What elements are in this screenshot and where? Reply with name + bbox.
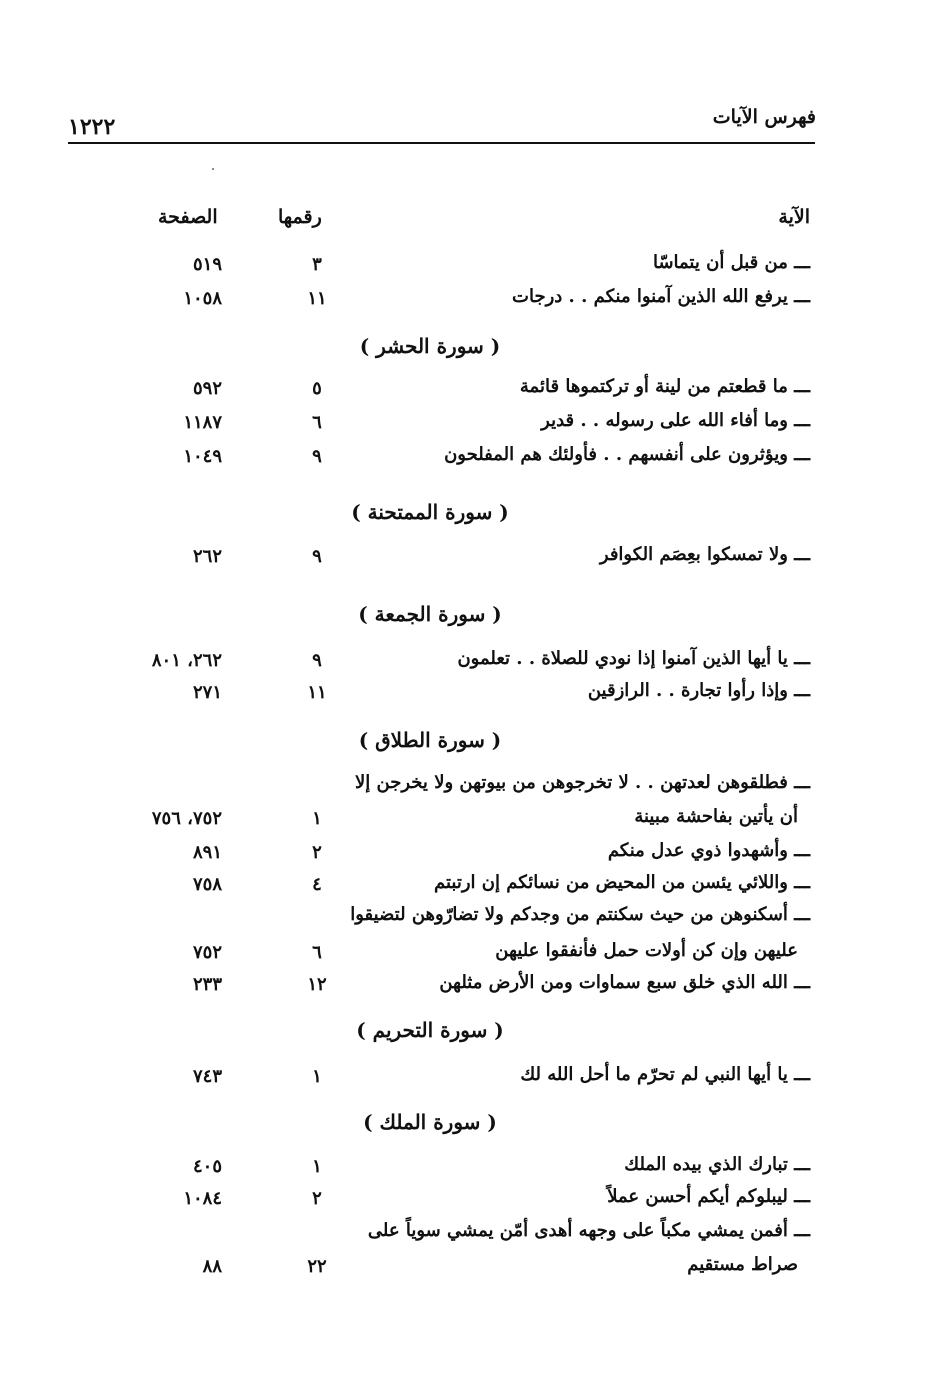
index-row xyxy=(0,286,928,320)
surah-heading: ( سورة الطلاق ) xyxy=(358,728,502,752)
aya-number: ٥ xyxy=(312,378,322,399)
surah-heading: ( سورة التحريم ) xyxy=(356,1018,504,1042)
index-row xyxy=(0,806,928,840)
aya-text: ـــ يا أيها الذين آمنوا إذا نودي للصلاة . . تعلمون xyxy=(457,648,810,669)
page-reference: ١٠٨٤ xyxy=(183,1188,222,1209)
aya-text: عليهن وإن كن أولات حمل فأنفقوا عليهن xyxy=(495,940,798,961)
index-row xyxy=(0,872,928,906)
aya-text: ـــ وإذا رأوا تجارة . . الرازقين xyxy=(587,680,810,701)
aya-text: ـــ واللائي يئسن من المحيض من نسائكم إن ارتبتم xyxy=(433,872,810,893)
aya-text: ـــ أسكنوهن من حيث سكنتم من وجدكم ولا تضارّوهن لتضيقوا xyxy=(350,904,810,925)
aya-number: ٢ xyxy=(312,842,322,863)
aya-number: ١٢ xyxy=(307,974,327,995)
page-reference: ٢٧١ xyxy=(192,682,222,703)
surah-heading: ( سورة الجمعة ) xyxy=(358,602,502,626)
surah-heading: ( سورة الملك ) xyxy=(363,1110,497,1134)
index-row xyxy=(0,444,928,478)
index-row xyxy=(0,680,928,714)
column-header-page: الصفحة xyxy=(158,206,218,228)
aya-number: ٦ xyxy=(312,942,322,963)
page-reference: ٧٥٢، ٧٥٦ xyxy=(151,808,222,829)
header-rule xyxy=(68,142,815,144)
index-row xyxy=(0,376,928,410)
index-row xyxy=(0,772,928,806)
page-reference: ٨٩١ xyxy=(192,842,222,863)
surah-heading: ( سورة الممتحنة ) xyxy=(351,500,509,524)
aya-number: ٦ xyxy=(312,412,322,433)
aya-text: ـــ وأشهدوا ذوي عدل منكم xyxy=(607,840,810,861)
page-number: ١٢٢٢ xyxy=(68,114,116,140)
index-row xyxy=(0,940,928,974)
column-header-aya: الآية xyxy=(778,206,810,228)
aya-text: أن يأتين بفاحشة مبينة xyxy=(634,806,798,827)
aya-text: ـــ تبارك الذي بيده الملك xyxy=(624,1154,810,1175)
index-row xyxy=(0,840,928,874)
index-row xyxy=(0,904,928,938)
aya-text: ـــ الله الذي خلق سبع سماوات ومن الأرض مثلهن xyxy=(439,972,810,993)
aya-number: ١١ xyxy=(307,288,327,309)
index-row xyxy=(0,1154,928,1188)
aya-text: ـــ ولا تمسكوا بعِصَم الكوافر xyxy=(599,544,810,565)
aya-text: ـــ فطلقوهن لعدتهن . . لا تخرجوهن من بيوتهن ولا يخرجن إلا xyxy=(355,772,810,793)
aya-text: ـــ أفمن يمشي مكباً على وجهه أهدى أمّن يمشي سوياً على xyxy=(367,1220,810,1241)
index-row xyxy=(0,544,928,578)
index-row xyxy=(0,410,928,444)
index-row xyxy=(0,1254,928,1288)
aya-text: ـــ ليبلوكم أيكم أحسن عملاً xyxy=(607,1186,810,1207)
aya-number: ٢٢ xyxy=(307,1256,327,1277)
aya-number: ١ xyxy=(312,1066,322,1087)
speck xyxy=(212,168,214,170)
index-row xyxy=(0,972,928,1006)
aya-text: ـــ ما قطعتم من لينة أو تركتموها قائمة xyxy=(519,376,810,397)
aya-text: ـــ يا أيها النبي لم تحرّم ما أحل الله لك xyxy=(520,1064,810,1085)
page-reference: ٢٦٢، ٨٠١ xyxy=(151,650,222,671)
index-row xyxy=(0,1186,928,1220)
aya-text: ـــ ويؤثرون على أنفسهم . . فأولئك هم المفلحون xyxy=(444,444,810,465)
aya-number: ٣ xyxy=(312,254,322,275)
aya-number: ١ xyxy=(312,1156,322,1177)
aya-number: ١ xyxy=(312,808,322,829)
aya-number: ٩ xyxy=(312,546,322,567)
page-reference: ٧٥٢ xyxy=(192,942,222,963)
aya-number: ٤ xyxy=(312,874,322,895)
page-reference: ٤٠٥ xyxy=(192,1156,222,1177)
page-reference: ٥١٩ xyxy=(192,254,222,275)
running-title: فهرس الآيات xyxy=(712,106,816,128)
index-row xyxy=(0,648,928,682)
page-reference: ٢٣٣ xyxy=(192,974,222,995)
page-reference: ١٠٥٨ xyxy=(183,288,222,309)
page-reference: ٥٩٢ xyxy=(192,378,222,399)
aya-text: صراط مستقيم xyxy=(687,1254,798,1275)
aya-number: ٩ xyxy=(312,650,322,671)
index-row xyxy=(0,252,928,286)
aya-number: ٢ xyxy=(312,1188,322,1209)
page-reference: ٧٥٨ xyxy=(192,874,222,895)
page-reference: ١١٨٧ xyxy=(183,412,222,433)
page-reference: ١٠٤٩ xyxy=(183,446,222,467)
aya-text: ـــ يرفع الله الذين آمنوا منكم . . درجات xyxy=(512,286,810,307)
page-reference: ٢٦٢ xyxy=(192,546,222,567)
page-reference: ٧٤٣ xyxy=(192,1066,222,1087)
aya-text: ـــ من قبل أن يتماسّا xyxy=(652,252,810,273)
index-row xyxy=(0,1220,928,1254)
index-row xyxy=(0,1064,928,1098)
surah-heading: ( سورة الحشر ) xyxy=(359,334,501,358)
column-header-number: رقمها xyxy=(278,206,322,228)
aya-number: ١١ xyxy=(307,682,327,703)
aya-text: ـــ وما أفاء الله على رسوله . . قدير xyxy=(541,410,810,431)
aya-number: ٩ xyxy=(312,446,322,467)
page-reference: ٨٨ xyxy=(202,1256,222,1277)
